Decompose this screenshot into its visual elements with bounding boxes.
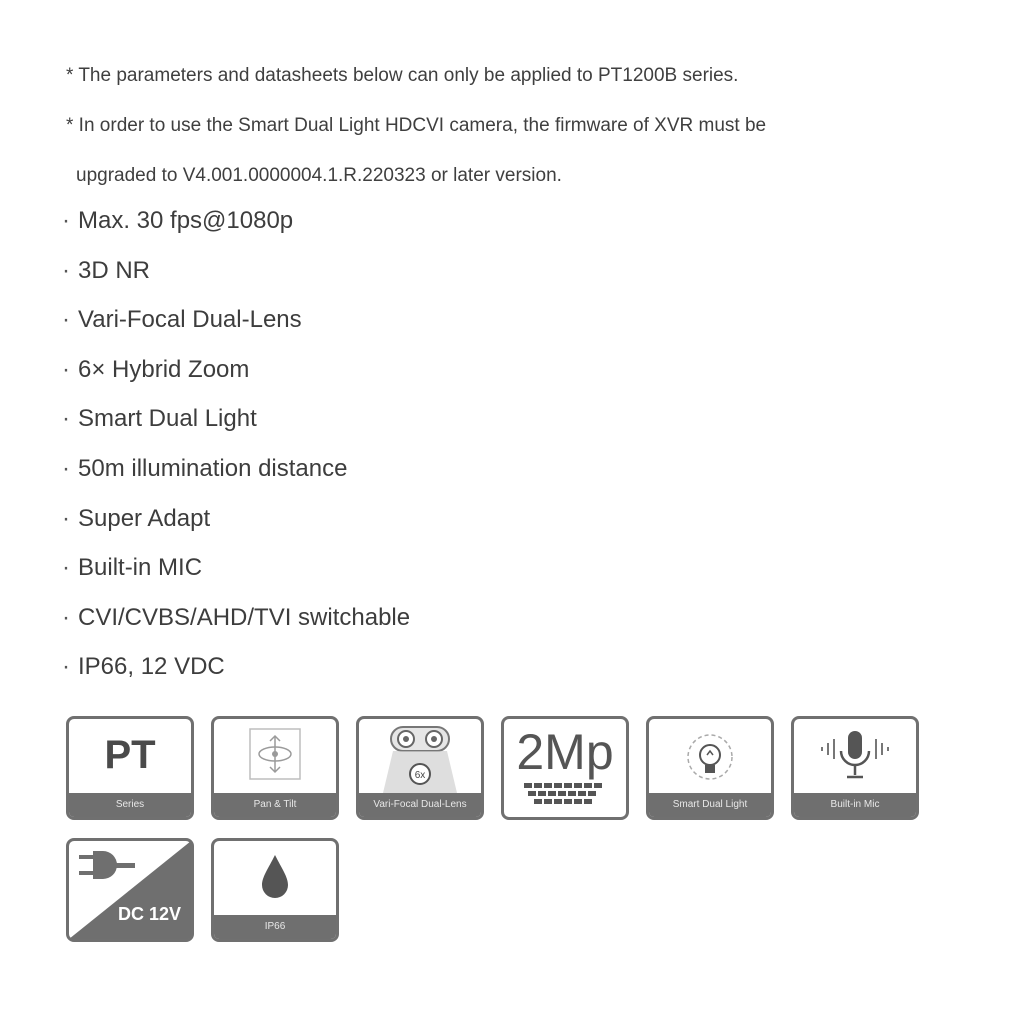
badge-vari-focal-dual-lens	[356, 716, 484, 820]
bullet: ·	[62, 207, 70, 234]
bullet: ·	[62, 603, 70, 631]
badge-built-in-mic	[791, 716, 919, 820]
bulb-icon	[649, 719, 771, 795]
list-item: · Max. 30 fps@1080p	[62, 207, 294, 234]
power-plug-icon	[75, 849, 155, 899]
list-item: · 6× Hybrid Zoom	[62, 355, 250, 383]
badge-pan-tilt	[211, 716, 339, 820]
badge-ip66	[211, 838, 339, 942]
list-item: · Smart Dual Light	[62, 405, 257, 433]
water-drop-icon	[214, 841, 336, 917]
bullet: ·	[62, 504, 70, 532]
microphone-icon	[794, 719, 916, 795]
pan-tilt-icon	[214, 719, 336, 795]
resolution-icon: 2Mp	[516, 724, 614, 780]
bullet: ·	[62, 256, 70, 284]
badge-caption: Pan & Tilt	[214, 793, 336, 817]
badge-caption: Smart Dual Light	[649, 793, 771, 817]
pt-text-icon: PT	[104, 733, 156, 777]
keyboard-grid-icon	[524, 783, 606, 805]
bullet: ·	[62, 554, 70, 582]
badge-caption: Vari-Focal Dual-Lens	[359, 793, 481, 817]
note-firmware-cont: upgraded to V4.001.0000004.1.R.220323 or later version.	[76, 165, 562, 186]
badge-dc-12v	[66, 838, 194, 942]
badge-smart-dual-light	[646, 716, 774, 820]
note-series: * The parameters and datasheets below can only be applied to PT1200B series.	[66, 65, 739, 86]
list-item: · Vari-Focal Dual-Lens	[62, 306, 302, 334]
badge-resolution	[501, 716, 629, 820]
dual-lens-icon	[359, 719, 481, 795]
badge-caption: IP66	[214, 915, 336, 939]
list-item: · 3D NR	[62, 256, 151, 284]
list-item: · Super Adapt	[62, 504, 211, 532]
badge-caption: Built-in Mic	[794, 793, 916, 817]
dc-label: DC 12V	[117, 904, 181, 924]
note-firmware: * In order to use the Smart Dual Light HDCVI camera, the firmware of XVR must be	[66, 115, 767, 136]
svg-text:6x: 6x	[414, 770, 426, 781]
list-item: · Built-in MIC	[62, 554, 203, 582]
feature-list	[62, 206, 410, 702]
badge-pt-series	[66, 716, 194, 820]
list-item: · 50m illumination distance	[62, 454, 348, 482]
badge-caption: Series	[69, 793, 191, 817]
bullet: ·	[62, 306, 70, 334]
bullet: ·	[62, 405, 70, 433]
bullet: ·	[62, 355, 70, 383]
list-item: · CVI/CVBS/AHD/TVI switchable	[62, 603, 411, 631]
bullet: ·	[62, 653, 70, 681]
bullet: ·	[62, 454, 70, 482]
list-item: · IP66, 12 VDC	[62, 653, 225, 681]
